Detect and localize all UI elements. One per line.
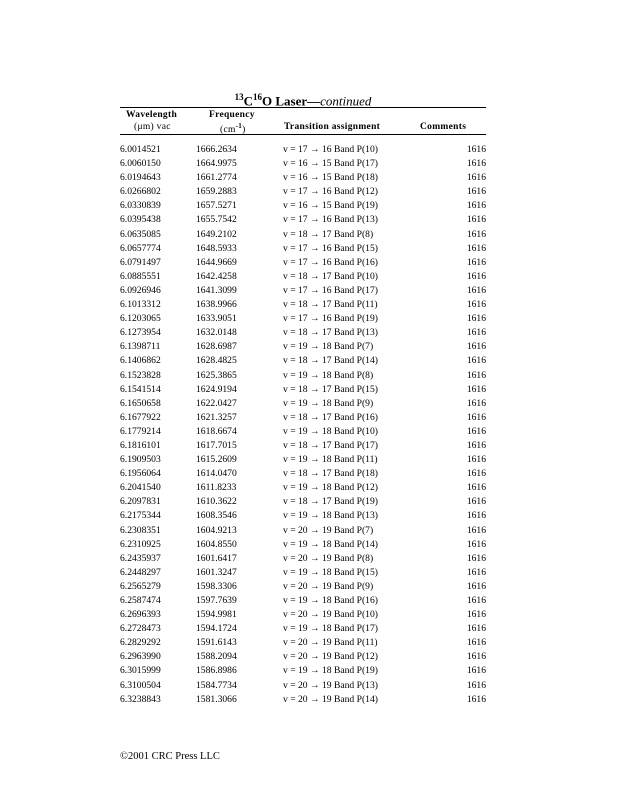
cell-comments: 1616 xyxy=(466,454,486,466)
cell-transition: v = 16 → 15 Band P(18) xyxy=(283,172,378,184)
cell-frequency: 1628.4825 xyxy=(196,355,237,367)
cell-frequency: 1611.8233 xyxy=(196,482,237,494)
cell-transition: v = 18 → 17 Band P(8) xyxy=(283,228,374,240)
cell-frequency: 1648.5933 xyxy=(196,242,237,254)
table-row xyxy=(120,411,486,425)
cell-wavelength: 6.2310925 xyxy=(120,538,161,550)
cell-transition: v = 17 → 16 Band P(19) xyxy=(283,313,378,325)
cell-frequency: 1597.7639 xyxy=(196,595,237,606)
cell-wavelength: 6.0657774 xyxy=(120,242,161,254)
cell-wavelength: 6.0885551 xyxy=(120,270,161,282)
cell-wavelength: 6.2565279 xyxy=(120,580,161,592)
table-row xyxy=(120,636,486,650)
header-comments: Comments xyxy=(420,122,467,132)
cell-frequency: 1649.2102 xyxy=(196,228,237,240)
cell-frequency: 1610.3622 xyxy=(196,496,237,508)
cell-frequency: 1604.8550 xyxy=(196,538,237,550)
table-row xyxy=(120,693,486,707)
cell-comments: 1616 xyxy=(466,299,486,311)
cell-transition: v = 20 → 19 Band P(11) xyxy=(283,637,378,649)
cell-wavelength: 6.3100504 xyxy=(120,679,161,691)
cell-frequency: 1633.9051 xyxy=(196,313,237,325)
cell-comments: 1616 xyxy=(466,595,486,606)
cell-wavelength: 6.1816101 xyxy=(120,439,161,451)
cell-comments: 1616 xyxy=(466,468,486,480)
cell-frequency: 1638.9966 xyxy=(196,299,237,311)
cell-transition: v = 19 → 18 Band P(10) xyxy=(283,425,378,437)
cell-wavelength: 6.1406862 xyxy=(120,355,161,367)
cell-wavelength: 6.1541514 xyxy=(120,383,161,395)
cell-wavelength: 6.2175344 xyxy=(120,510,161,522)
header-wavelength: Wavelength xyxy=(126,110,178,120)
table-row xyxy=(120,594,486,608)
cell-transition: v = 20 → 19 Band P(14) xyxy=(283,693,378,705)
cell-transition: v = 18 → 17 Band P(15) xyxy=(283,383,378,395)
table-row xyxy=(120,312,486,326)
cell-transition: v = 18 → 17 Band P(18) xyxy=(283,468,378,480)
cell-frequency: 1624.9194 xyxy=(196,383,237,395)
table-row xyxy=(120,509,486,523)
cell-comments: 1616 xyxy=(466,397,486,409)
table-row xyxy=(120,213,486,227)
table-row xyxy=(120,228,486,242)
cell-wavelength: 6.3015999 xyxy=(120,665,161,677)
footer-copyright: ©2001 CRC Press LLC xyxy=(120,751,220,762)
table-row xyxy=(120,679,486,693)
cell-wavelength: 6.1203065 xyxy=(120,313,161,325)
table-row xyxy=(120,157,486,171)
cell-frequency: 1621.3257 xyxy=(196,411,237,423)
cell-wavelength: 6.1677922 xyxy=(120,411,161,423)
cell-transition: v = 16 → 15 Band P(17) xyxy=(283,158,378,170)
cell-frequency: 1601.3247 xyxy=(196,566,237,578)
title-element-carbon: C xyxy=(243,93,253,109)
table-row xyxy=(120,354,486,368)
cell-transition: v = 16 → 15 Band P(19) xyxy=(283,200,378,212)
cell-transition: v = 19 → 18 Band P(15) xyxy=(283,566,378,578)
table-row xyxy=(120,622,486,636)
table-row xyxy=(120,298,486,312)
table-row xyxy=(120,242,486,256)
cell-transition: v = 17 → 16 Band P(13) xyxy=(283,214,378,226)
cell-wavelength: 6.0194643 xyxy=(120,172,161,184)
cell-frequency: 1591.6143 xyxy=(196,637,237,649)
cell-frequency: 1615.2609 xyxy=(196,454,237,466)
cell-comments: 1616 xyxy=(466,144,486,155)
cell-transition: v = 20 → 19 Band P(12) xyxy=(283,651,378,663)
cell-comments: 1616 xyxy=(466,172,486,184)
cell-comments: 1616 xyxy=(466,186,486,198)
cell-transition: v = 17 → 16 Band P(10) xyxy=(283,144,378,155)
cell-frequency: 1622.0427 xyxy=(196,397,237,409)
cell-frequency: 1617.7015 xyxy=(196,439,237,451)
table-row xyxy=(120,664,486,678)
cell-transition: v = 18 → 17 Band P(14) xyxy=(283,355,378,367)
cell-frequency: 1657.5271 xyxy=(196,200,237,212)
cell-comments: 1616 xyxy=(466,679,486,691)
cell-transition: v = 20 → 19 Band P(13) xyxy=(283,679,378,691)
cell-comments: 1616 xyxy=(466,609,486,621)
table-top-rule xyxy=(120,107,486,108)
cell-comments: 1616 xyxy=(466,538,486,550)
cell-comments: 1616 xyxy=(466,623,486,635)
cell-wavelength: 6.1779214 xyxy=(120,425,161,437)
cell-transition: v = 18 → 17 Band P(19) xyxy=(283,496,378,508)
cell-transition: v = 19 → 18 Band P(17) xyxy=(283,623,378,635)
table-row xyxy=(120,650,486,664)
cell-wavelength: 6.0926946 xyxy=(120,284,161,296)
cell-frequency: 1632.0148 xyxy=(196,327,237,339)
cell-wavelength: 6.2448297 xyxy=(120,566,161,578)
table-row xyxy=(120,369,486,383)
cell-frequency: 1588.2094 xyxy=(196,651,237,663)
cell-frequency: 1655.7542 xyxy=(196,214,237,226)
cell-comments: 1616 xyxy=(466,242,486,254)
table-row xyxy=(120,199,486,213)
cell-frequency: 1666.2634 xyxy=(196,144,237,155)
header-frequency-unit-pre: (cm xyxy=(220,125,236,136)
cell-wavelength: 6.0014521 xyxy=(120,144,161,155)
cell-frequency: 1661.2774 xyxy=(196,172,237,184)
cell-transition: v = 18 → 17 Band P(16) xyxy=(283,411,378,423)
table-row xyxy=(120,383,486,397)
title-element-oxygen: O Laser xyxy=(261,93,308,109)
cell-wavelength: 6.1956064 xyxy=(120,468,161,480)
cell-comments: 1616 xyxy=(466,524,486,536)
title-continued: continued xyxy=(320,93,372,109)
cell-frequency: 1586.8986 xyxy=(196,665,237,677)
title-isotope-oxygen: 16 xyxy=(252,92,262,102)
cell-comments: 1616 xyxy=(466,496,486,508)
table-row xyxy=(120,552,486,566)
cell-wavelength: 6.2829292 xyxy=(120,637,161,649)
cell-transition: v = 19 → 18 Band P(11) xyxy=(283,454,378,466)
cell-comments: 1616 xyxy=(466,439,486,451)
cell-frequency: 1664.9975 xyxy=(196,158,237,170)
table-row xyxy=(120,425,486,439)
cell-frequency: 1628.6987 xyxy=(196,341,237,353)
cell-frequency: 1659.2883 xyxy=(196,186,237,198)
table-row xyxy=(120,538,486,552)
cell-comments: 1616 xyxy=(466,284,486,296)
cell-frequency: 1581.3066 xyxy=(196,693,237,705)
table-row xyxy=(120,481,486,495)
cell-comments: 1616 xyxy=(466,355,486,367)
cell-transition: v = 17 → 16 Band P(17) xyxy=(283,284,378,296)
cell-transition: v = 17 → 16 Band P(15) xyxy=(283,242,378,254)
cell-wavelength: 6.1273954 xyxy=(120,327,161,339)
cell-comments: 1616 xyxy=(466,270,486,282)
cell-comments: 1616 xyxy=(466,693,486,705)
table-row xyxy=(120,495,486,509)
cell-wavelength: 6.2435937 xyxy=(120,552,161,564)
table-row xyxy=(120,143,486,157)
cell-frequency: 1641.3099 xyxy=(196,284,237,296)
header-wavelength-unit: (μm) vac xyxy=(134,122,171,132)
cell-comments: 1616 xyxy=(466,200,486,212)
cell-transition: v = 18 → 17 Band P(11) xyxy=(283,299,378,311)
cell-comments: 1616 xyxy=(466,482,486,494)
cell-wavelength: 6.0266802 xyxy=(120,186,161,198)
header-frequency: Frequency xyxy=(209,110,255,120)
title-dash: — xyxy=(307,93,321,109)
cell-transition: v = 17 → 16 Band P(12) xyxy=(283,186,378,198)
cell-wavelength: 6.2587474 xyxy=(120,595,161,606)
cell-comments: 1616 xyxy=(466,665,486,677)
header-transition: Transition assignment xyxy=(284,122,381,132)
table-row xyxy=(120,580,486,594)
cell-frequency: 1625.3865 xyxy=(196,369,237,381)
cell-transition: v = 19 → 18 Band P(14) xyxy=(283,538,378,550)
cell-frequency: 1601.6417 xyxy=(196,552,237,564)
cell-wavelength: 6.3238843 xyxy=(120,693,161,705)
cell-comments: 1616 xyxy=(466,158,486,170)
cell-comments: 1616 xyxy=(466,637,486,649)
table-row xyxy=(120,439,486,453)
cell-transition: v = 20 → 19 Band P(10) xyxy=(283,609,378,621)
table-row xyxy=(120,453,486,467)
table-row xyxy=(120,270,486,284)
title-isotope-carbon: 13 xyxy=(234,92,244,102)
cell-comments: 1616 xyxy=(466,552,486,564)
cell-wavelength: 6.0635085 xyxy=(120,228,161,240)
table-row xyxy=(120,340,486,354)
cell-wavelength: 6.1523828 xyxy=(120,369,161,381)
cell-transition: v = 19 → 18 Band P(13) xyxy=(283,510,378,522)
cell-frequency: 1594.9981 xyxy=(196,609,237,621)
cell-wavelength: 6.0330839 xyxy=(120,200,161,212)
cell-transition: v = 17 → 16 Band P(16) xyxy=(283,256,378,268)
cell-comments: 1616 xyxy=(466,228,486,240)
table-row xyxy=(120,467,486,481)
header-bottom-rule xyxy=(120,134,486,135)
cell-wavelength: 6.1909503 xyxy=(120,454,161,466)
cell-comments: 1616 xyxy=(466,411,486,423)
cell-comments: 1616 xyxy=(466,510,486,522)
cell-transition: v = 18 → 17 Band P(10) xyxy=(283,270,378,282)
cell-transition: v = 20 → 19 Band P(7) xyxy=(283,524,374,536)
cell-comments: 1616 xyxy=(466,313,486,325)
cell-transition: v = 19 → 18 Band P(8) xyxy=(283,369,374,381)
table-row xyxy=(120,185,486,199)
cell-transition: v = 18 → 17 Band P(13) xyxy=(283,327,378,339)
cell-transition: v = 19 → 18 Band P(19) xyxy=(283,665,378,677)
cell-wavelength: 6.0791497 xyxy=(120,256,161,268)
header-frequency-unit-post: ) xyxy=(242,125,246,136)
cell-transition: v = 19 → 18 Band P(12) xyxy=(283,482,378,494)
cell-wavelength: 6.2097831 xyxy=(120,496,161,508)
cell-comments: 1616 xyxy=(466,327,486,339)
cell-comments: 1616 xyxy=(466,566,486,578)
cell-wavelength: 6.2963990 xyxy=(120,651,161,663)
cell-frequency: 1584.7734 xyxy=(196,679,237,691)
cell-transition: v = 19 → 18 Band P(7) xyxy=(283,341,374,353)
cell-comments: 1616 xyxy=(466,341,486,353)
cell-wavelength: 6.1650658 xyxy=(120,397,161,409)
cell-frequency: 1604.9213 xyxy=(196,524,237,536)
table-row xyxy=(120,566,486,580)
cell-frequency: 1614.0470 xyxy=(196,468,237,480)
cell-frequency: 1608.3546 xyxy=(196,510,237,522)
table-row xyxy=(120,256,486,270)
cell-wavelength: 6.1013312 xyxy=(120,299,161,311)
cell-wavelength: 6.0395438 xyxy=(120,214,161,226)
table-row xyxy=(120,397,486,411)
table-row xyxy=(120,284,486,298)
table-row xyxy=(120,171,486,185)
cell-frequency: 1598.3306 xyxy=(196,580,237,592)
table-row xyxy=(120,524,486,538)
header-frequency-unit-exp: -1 xyxy=(235,122,243,130)
cell-transition: v = 19 → 18 Band P(9) xyxy=(283,397,374,409)
table-row xyxy=(120,326,486,340)
cell-frequency: 1618.6674 xyxy=(196,425,237,437)
cell-comments: 1616 xyxy=(466,369,486,381)
cell-wavelength: 6.2728473 xyxy=(120,623,161,635)
table-row xyxy=(120,608,486,622)
cell-comments: 1616 xyxy=(466,651,486,663)
data-table xyxy=(120,143,486,707)
cell-wavelength: 6.2041540 xyxy=(120,482,161,494)
cell-transition: v = 20 → 19 Band P(8) xyxy=(283,552,374,564)
cell-frequency: 1644.9669 xyxy=(196,256,237,268)
cell-transition: v = 20 → 19 Band P(9) xyxy=(283,580,374,592)
cell-comments: 1616 xyxy=(466,214,486,226)
cell-comments: 1616 xyxy=(466,425,486,437)
cell-comments: 1616 xyxy=(466,383,486,395)
cell-comments: 1616 xyxy=(466,256,486,268)
cell-transition: v = 18 → 17 Band P(17) xyxy=(283,439,378,451)
cell-frequency: 1594.1724 xyxy=(196,623,237,635)
cell-frequency: 1642.4258 xyxy=(196,270,237,282)
cell-comments: 1616 xyxy=(466,580,486,592)
cell-wavelength: 6.0060150 xyxy=(120,158,161,170)
cell-transition: v = 19 → 18 Band P(16) xyxy=(283,595,378,606)
cell-wavelength: 6.1398711 xyxy=(120,341,161,353)
cell-wavelength: 6.2308351 xyxy=(120,524,161,536)
cell-wavelength: 6.2696393 xyxy=(120,609,161,621)
